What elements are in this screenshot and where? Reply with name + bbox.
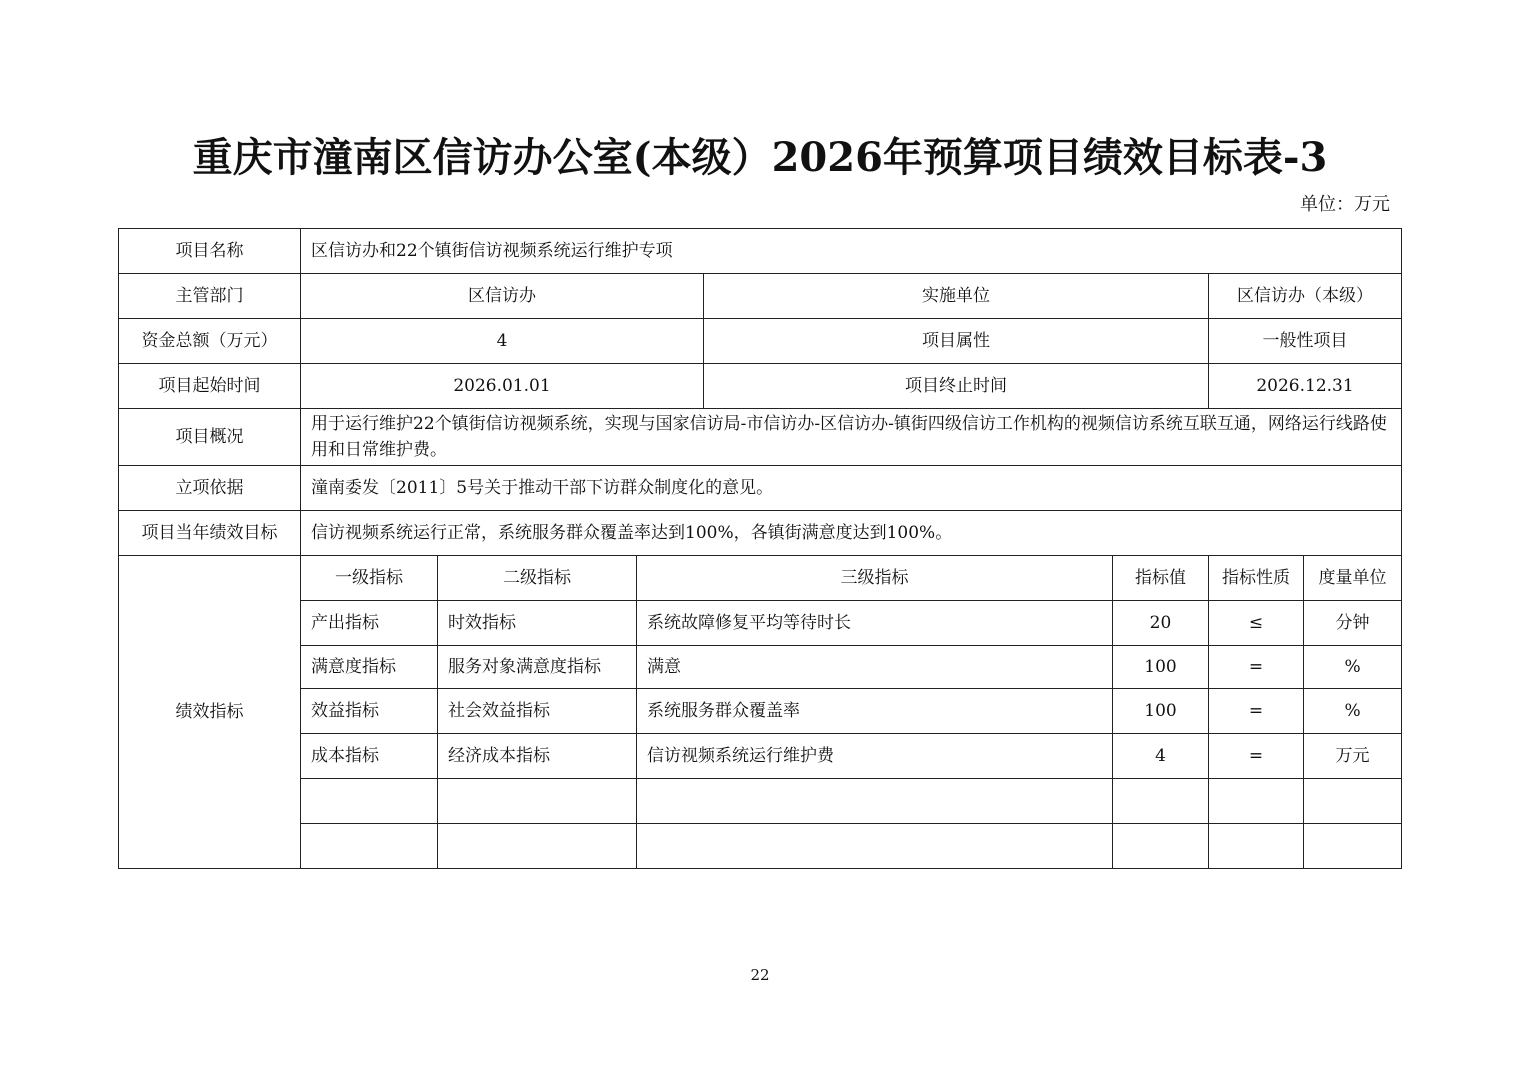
dept-label: 主管部门 [119,274,301,319]
indicator-level1 [301,824,438,869]
row-funds [119,319,1402,364]
row-dept [119,274,1402,319]
indicator-header-row [119,556,1402,601]
indicator-nature: = [1209,689,1304,734]
header-value: 指标值 [1113,556,1209,601]
project-name-value: 区信访办和22个镇街信访视频系统运行维护专项 [301,229,1402,274]
project-name-label: 项目名称 [119,229,301,274]
start-time-value: 2026.01.01 [301,364,704,409]
indicator-unit: 分钟 [1304,601,1402,646]
performance-table [118,228,1402,869]
row-overview [119,409,1402,466]
basis-label: 立项依据 [119,466,301,511]
header-level2: 二级指标 [438,556,637,601]
indicator-row [119,689,1402,734]
indicator-row [119,646,1402,689]
page-number: 22 [750,966,770,984]
indicator-unit: % [1304,689,1402,734]
indicator-unit: 万元 [1304,734,1402,779]
indicator-row-empty [119,824,1402,869]
indicator-level2: 经济成本指标 [438,734,637,779]
indicator-nature: ≤ [1209,601,1304,646]
impl-unit-label: 实施单位 [704,274,1209,319]
indicator-row [119,734,1402,779]
overview-label: 项目概况 [119,409,301,466]
indicator-level1: 满意度指标 [301,646,438,689]
basis-value: 潼南委发〔2011〕5号关于推动干部下访群众制度化的意见。 [301,466,1402,511]
row-basis [119,466,1402,511]
header-unit: 度量单位 [1304,556,1402,601]
indicator-nature: = [1209,734,1304,779]
unit-label: 单位：万元 [1300,194,1390,215]
end-time-label: 项目终止时间 [704,364,1209,409]
start-time-label: 项目起始时间 [119,364,301,409]
indicator-level3 [637,779,1113,824]
indicator-level3: 满意 [637,646,1113,689]
dept-value: 区信访办 [301,274,704,319]
indicator-unit: % [1304,646,1402,689]
indicator-value: 20 [1113,601,1209,646]
indicator-nature [1209,779,1304,824]
header-nature: 指标性质 [1209,556,1304,601]
indicator-level2: 时效指标 [438,601,637,646]
indicator-level1: 效益指标 [301,689,438,734]
indicator-unit [1304,779,1402,824]
indicator-nature [1209,824,1304,869]
overview-value: 用于运行维护22个镇街信访视频系统，实现与国家信访局-市信访办-区信访办-镇街四级信访工作机构的视频信访系统互联互通，网络运行线路使用和日常维护费。 [301,409,1402,466]
indicator-value: 100 [1113,689,1209,734]
funds-value: 4 [301,319,704,364]
indicator-level3 [637,824,1113,869]
row-project-name [119,229,1402,274]
indicator-nature: = [1209,646,1304,689]
indicator-level1 [301,779,438,824]
indicator-value: 4 [1113,734,1209,779]
indicator-unit [1304,824,1402,869]
row-goal [119,511,1402,556]
funds-label: 资金总额（万元） [119,319,301,364]
indicators-label: 绩效指标 [119,556,301,869]
indicator-value [1113,779,1209,824]
indicator-value: 100 [1113,646,1209,689]
page-title: 重庆市潼南区信访办公室(本级）2026年预算项目绩效目标表-3 [192,134,1328,181]
goal-value: 信访视频系统运行正常，系统服务群众覆盖率达到100%，各镇街满意度达到100%。 [301,511,1402,556]
indicator-row [119,601,1402,646]
indicator-level1: 成本指标 [301,734,438,779]
indicator-value [1113,824,1209,869]
indicator-level1: 产出指标 [301,601,438,646]
indicator-level2: 社会效益指标 [438,689,637,734]
indicator-level3: 信访视频系统运行维护费 [637,734,1113,779]
indicator-level3: 系统服务群众覆盖率 [637,689,1113,734]
indicator-level3: 系统故障修复平均等待时长 [637,601,1113,646]
row-time [119,364,1402,409]
indicator-row-empty [119,779,1402,824]
header-level1: 一级指标 [301,556,438,601]
project-attr-label: 项目属性 [704,319,1209,364]
end-time-value: 2026.12.31 [1209,364,1402,409]
project-attr-value: 一般性项目 [1209,319,1402,364]
indicator-level2 [438,824,637,869]
indicator-level2: 服务对象满意度指标 [438,646,637,689]
indicator-level2 [438,779,637,824]
impl-unit-value: 区信访办（本级） [1209,274,1402,319]
goal-label: 项目当年绩效目标 [119,511,301,556]
header-level3: 三级指标 [637,556,1113,601]
